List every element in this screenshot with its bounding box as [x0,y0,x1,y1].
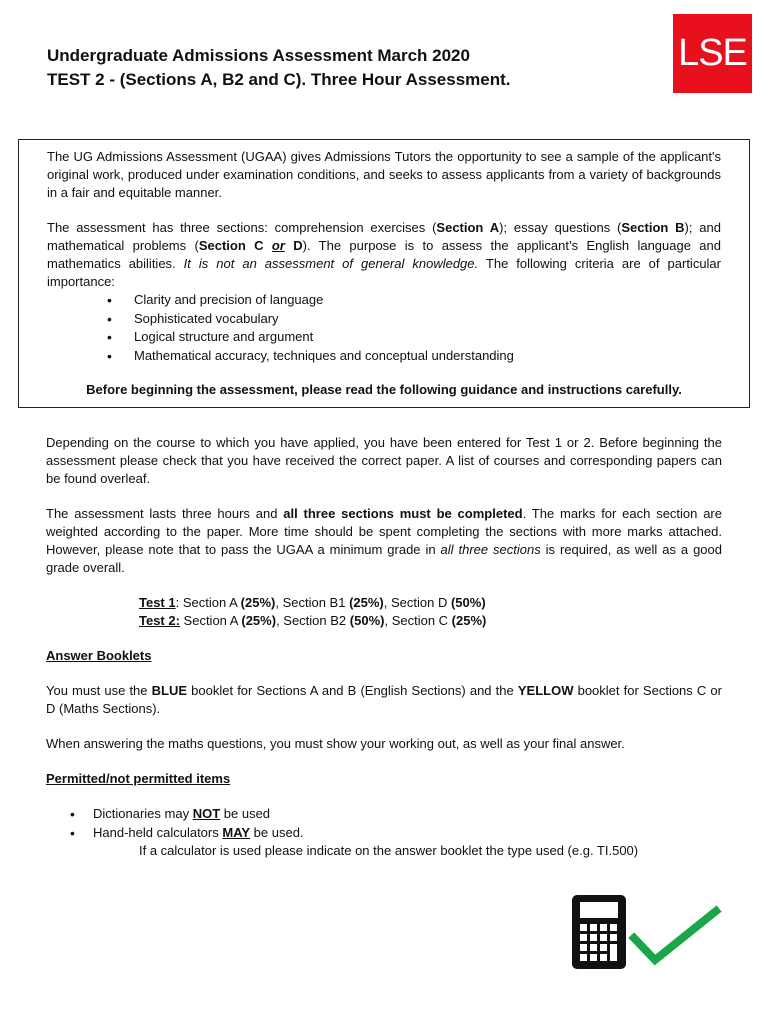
checkmark-icon [634,911,716,960]
calculator-icon [572,895,626,969]
list-item: • Logical structure and argument [134,328,721,347]
permitted-items-heading: Permitted/not permitted items [46,771,231,786]
intro-box [18,139,750,408]
lse-logo: LSE [673,14,752,93]
criteria-list [47,291,721,365]
booklets-paragraph: You must use the BLUE booklet for Sections A and B (English Sections) and the YELLOW booklet for Sections C or D (Maths Sections). [46,683,722,716]
intro-paragraph-1: The UG Admissions Assessment (UGAA) gives Admissions Tutors the opportunity to see a sample of the applicant's original work, produced under examination conditions, and seeks to assess applicants from a variety of backgrounds in a fair and equitable manner. [47,149,721,200]
permitted-items-list [46,805,722,842]
working-paragraph: When answering the maths questions, you must show your working out, as well as your final answer. [46,736,625,751]
title-line-2: TEST 2 - (Sections A, B2 and C). Three Hour Assessment. [47,70,511,89]
list-item: • Hand-held calculators MAY be used. [93,824,722,843]
test-2-weighting: Test 2: Section A (25%), Section B2 (50%), Section C (25%) [139,613,487,628]
list-item: • Dictionaries may NOT be used [93,805,722,824]
test-entry-paragraph: Depending on the course to which you have applied, you have been entered for Test 1 or 2. Before beginning the assessment please check that you have received the correct paper. A list of courses and corresponding papers can be found overleaf. [46,435,722,486]
answer-booklets-heading: Answer Booklets [46,648,152,663]
instructions-notice: Before beginning the assessment, please read the following guidance and instructions carefully. [86,382,682,397]
guidance-section [46,434,722,860]
list-item: • Mathematical accuracy, techniques and conceptual understanding [134,347,721,366]
duration-paragraph: The assessment lasts three hours and all three sections must be completed. The marks for each section are weighted according to the paper. More time should be spent completing the sections with more marks attached. However, please note that to pass the UGAA a minimum grade in all three sections is required, as well as a good grade overall. [46,506,722,575]
calculator-note: If a calculator is used please indicate on the answer booklet the type used (e.g. TI.500) [139,843,639,858]
list-item: • Clarity and precision of language [134,291,721,310]
test-weightings [46,594,722,630]
calculator-approval [570,893,725,973]
test-1-weighting: Test 1: Section A (25%), Section B1 (25%), Section D (50%) [139,595,486,610]
title-line-1: Undergraduate Admissions Assessment March 2020 [47,46,470,65]
intro-paragraph-2: The assessment has three sections: comprehension exercises (Section A); essay questions (Section B); and mathematical problems (Section C or D). The purpose is to assess the applicant’s English language and mathematics abilities. It is not an assessment of general knowledge. The following criteria are of particular importance: [47,220,721,289]
document-title [47,44,511,92]
list-item: • Sophisticated vocabulary [134,310,721,329]
